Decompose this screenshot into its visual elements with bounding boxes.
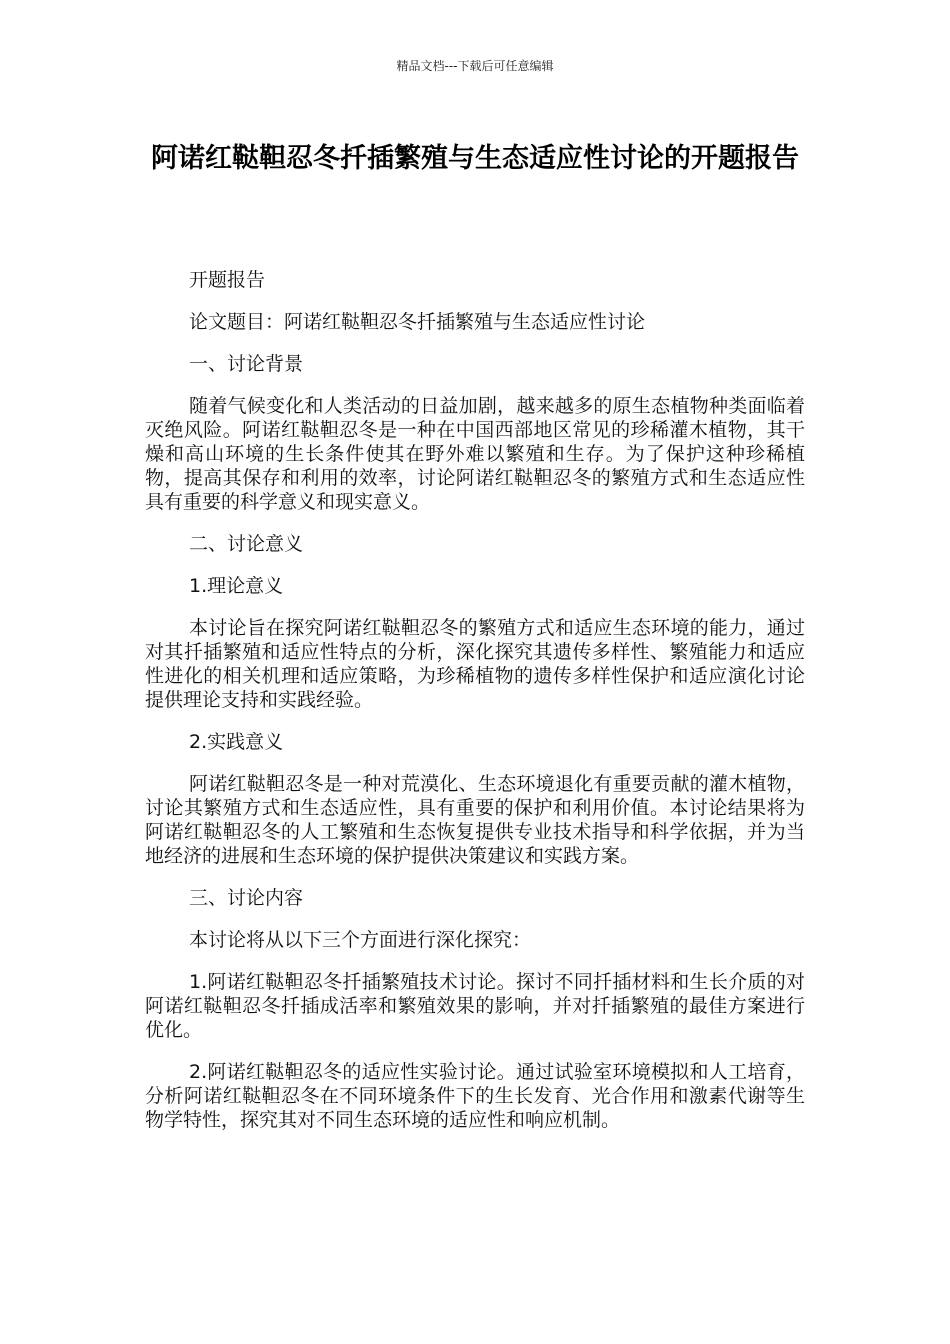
section-heading-significance: 二、讨论意义 (189, 533, 304, 555)
document-title: 阿诺红鞑靼忍冬扦插繁殖与生态适应性讨论的开题报告 (151, 143, 799, 174)
section-heading-content: 三、讨论内容 (189, 887, 304, 909)
content-item-2: 2.阿诺红鞑靼忍冬的适应性实验讨论。通过试验室环境模拟和人工培育，分析阿诺红鞑靼忍冬在不同环境条件下的生长发育、光合作用和激素代谢等生物学特性，探究其对不同生态环境的适应性和响应机制。 (145, 1061, 805, 1131)
header-note: 精品文档---下载后可任意编辑 (396, 59, 554, 73)
content-item-1: 1.阿诺红鞑靼忍冬扦插繁殖技术讨论。探讨不同扦插材料和生长介质的对阿诺红鞑靼忍冬扦插成活率和繁殖效果的影响，并对扦插繁殖的最佳方案进行优化。 (145, 971, 805, 1041)
subheading-practical: 2.实践意义 (189, 731, 284, 753)
document-body (145, 268, 805, 1150)
subheading-theoretical: 1.理论意义 (189, 575, 284, 597)
practical-paragraph: 阿诺红鞑靼忍冬是一种对荒漠化、生态环境退化有重要贡献的灌木植物，讨论其繁殖方式和生态适应性，具有重要的保护和利用价值。本讨论结果将为阿诺红鞑靼忍冬的人工繁殖和生态恢复提供专业技术指导和科学依据，并为当地经济的进展和生态环境的保护提供决策建议和实践方案。 (145, 773, 805, 867)
theoretical-paragraph: 本讨论旨在探究阿诺红鞑靼忍冬的繁殖方式和适应生态环境的能力，通过对其扦插繁殖和适应性特点的分析，深化探究其遗传多样性、繁殖能力和适应性进化的相关机理和适应策略，为珍稀植物的遗传多样性保护和适应演化讨论提供理论支持和实践经验。 (145, 617, 805, 711)
section-heading-background: 一、讨论背景 (189, 353, 304, 375)
section-label-report: 开题报告 (189, 269, 266, 291)
content-intro: 本讨论将从以下三个方面进行深化探究： (189, 929, 532, 951)
thesis-topic: 论文题目：阿诺红鞑靼忍冬扦插繁殖与生态适应性讨论 (189, 311, 646, 333)
background-paragraph: 随着气候变化和人类活动的日益加剧，越来越多的原生态植物种类面临着灭绝风险。阿诺红鞑靼忍冬是一种在中国西部地区常见的珍稀灌木植物，其干燥和高山环境的生长条件使其在野外难以繁殖和生存。为了保护这种珍稀植物，提高其保存和利用的效率，讨论阿诺红鞑靼忍冬的繁殖方式和生态适应性具有重要的科学意义和现实意义。 (145, 395, 805, 513)
